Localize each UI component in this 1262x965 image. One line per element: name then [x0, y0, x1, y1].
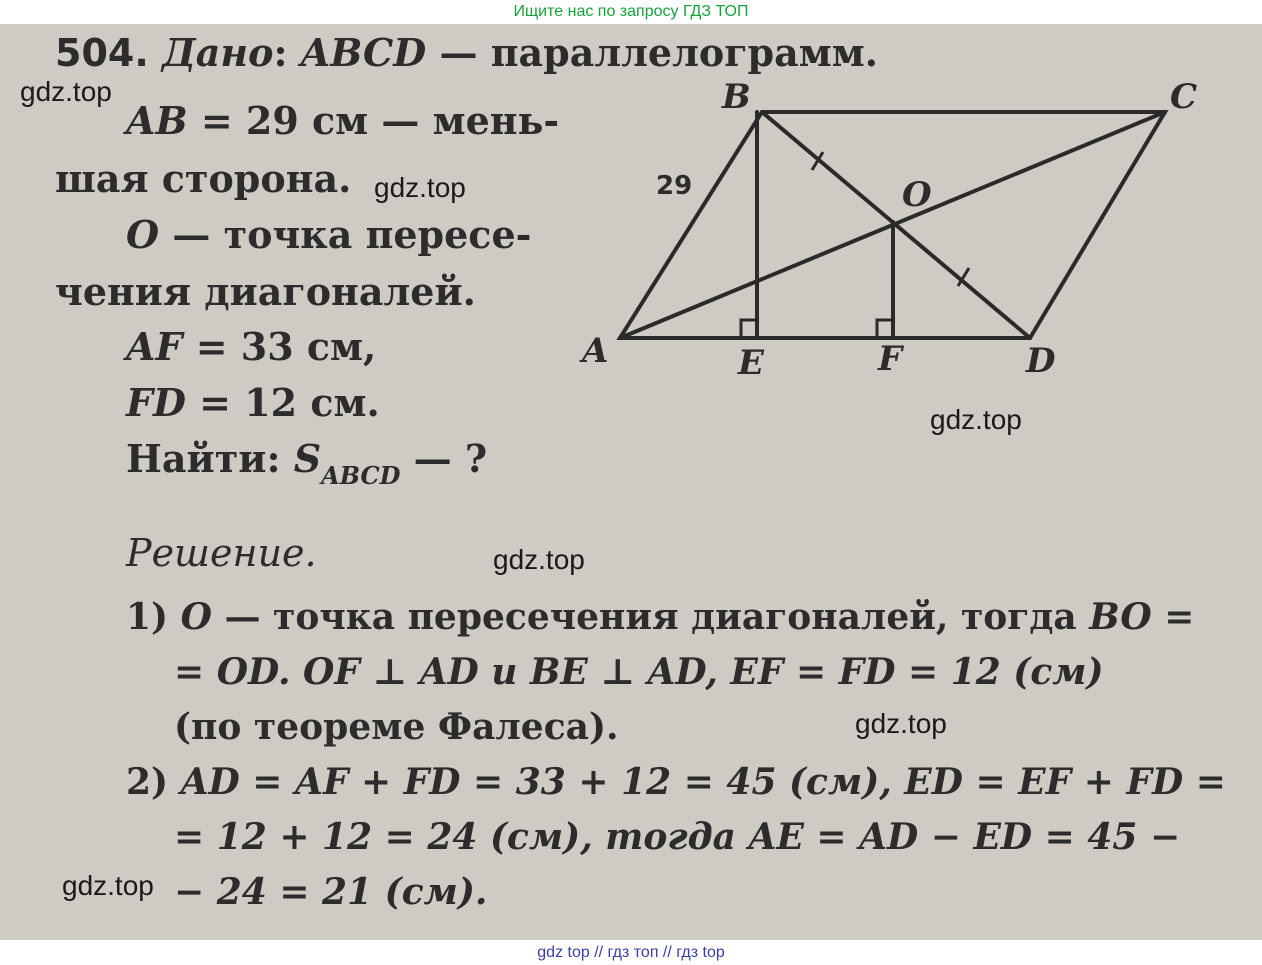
solution-title: Решение. — [126, 531, 317, 575]
watermark: gdz.top — [20, 76, 112, 107]
problem-number: 504. — [55, 31, 149, 75]
af-text: = 33 см, — [182, 324, 377, 369]
diagonal-bd — [762, 112, 1030, 338]
label-d: D — [1026, 341, 1056, 381]
watermark: gdz.top — [374, 172, 466, 203]
given-o-cont: чения диагоналей. — [55, 269, 476, 314]
watermark: gdz.top — [493, 544, 585, 575]
right-angle-e — [741, 320, 757, 338]
right-angle-f — [877, 320, 893, 338]
given-label: Дано — [162, 30, 274, 75]
watermark: gdz.top — [930, 404, 1022, 435]
fd-var: FD — [126, 380, 186, 425]
label-a: A — [582, 331, 609, 371]
label-b: B — [722, 77, 751, 117]
solution-line-5: = 12 + 12 = 24 (см), тогда AE = AD − ED = 45 − — [174, 816, 1181, 858]
step2-number: 2) — [126, 761, 181, 803]
top-banner: Ищите нас по запросу ГДЗ ТОП — [0, 0, 1262, 24]
af-var: AF — [126, 324, 183, 369]
step1-bo: BO — [1089, 596, 1152, 638]
textbook-page — [0, 24, 1262, 940]
find-rest: — ? — [400, 436, 488, 481]
label-c: C — [1170, 77, 1198, 117]
step1-text: — точка пересечения диагоналей, тогда — [211, 596, 1090, 638]
label-f: F — [878, 339, 903, 379]
watermark: gdz.top — [62, 870, 154, 901]
given-rest: — параллелограмм. — [426, 30, 878, 75]
watermark: gdz.top — [855, 708, 947, 739]
find-sub: ABCD — [321, 461, 401, 490]
fd-text: = 12 см. — [185, 380, 380, 425]
step1-o: O — [180, 596, 212, 638]
step1-number: 1) — [126, 596, 181, 638]
ab-text: = 29 см — мень- — [187, 98, 560, 143]
label-e: E — [738, 343, 764, 383]
parallelogram-figure — [0, 24, 1262, 940]
solution-line-3: (по теореме Фалеса). — [174, 706, 619, 748]
step1-eq: = — [1151, 596, 1195, 638]
step2-text: AD = AF + FD = 33 + 12 = 45 (см), ED = EF + FD = — [180, 761, 1226, 803]
solution-line-6: − 24 = 21 (см). — [174, 871, 488, 913]
bottom-banner: gdz top // гдз топ // гдз top — [0, 940, 1262, 965]
solution-line-2: = OD. OF ⊥ AD и BE ⊥ AD, EF = FD = 12 (см) — [174, 651, 1104, 693]
side-ab-length: 29 — [656, 171, 693, 201]
given-figure: ABCD — [300, 30, 427, 75]
given-ab-cont: шая сторона. — [55, 156, 352, 201]
find-label: Найти: — [126, 436, 294, 481]
ab-var: AB — [126, 98, 188, 143]
o-var: O — [126, 212, 160, 257]
o-text: — точка пересе- — [159, 212, 532, 257]
find-var: S — [293, 436, 322, 481]
given-colon: : — [273, 30, 288, 75]
label-o: O — [902, 175, 932, 215]
